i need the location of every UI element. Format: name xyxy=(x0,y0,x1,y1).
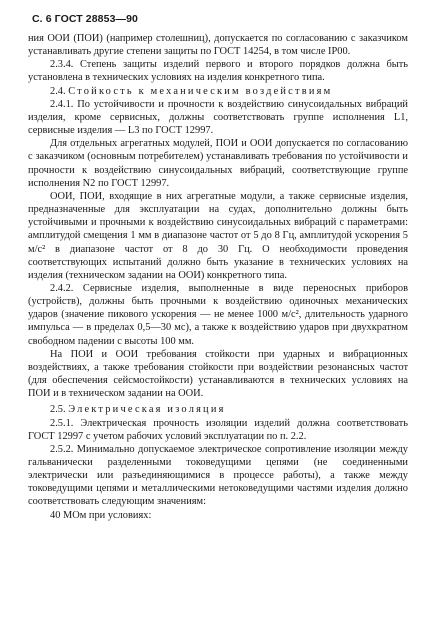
paragraph-continuation: ния ООИ (ПОИ) (например столешниц), допускается по согласованию с заказчиком устанавливать другие степени защиты по ГОСТ 14254, в том числе IP00. xyxy=(28,33,408,58)
document-page xyxy=(28,13,408,522)
section-title-text: Стойкость к механическим воздействиям xyxy=(68,85,333,97)
paragraph-2-4-2: 2.4.2. Сервисные изделия, выполненные в виде переносных приборов (устройств), должны быть прочными к воздействию одиночных механических ударов (значение пикового ускорения — не менее 1000 м/с², длительность ударного импульса — в пределах 0,5—30 мс), а также к воздействию ударов при двухкратном свободном падении с высоты 100 мм. xyxy=(28,282,408,347)
section-number: 2.5. xyxy=(50,404,69,416)
paragraph-40mohm: 40 МОм при условиях: xyxy=(50,509,152,521)
paragraph-modules: Для отдельных агрегатных модулей, ПОИ и ООИ допускается по согласованию с заказчиком (основным потребителем) устанавливать требования по устойчивости и прочности к воздействию синусоидальных вибраций, соответствующие группе исполнения N2 по ГОСТ 12997. xyxy=(28,138,408,189)
section-number: 2.4. xyxy=(50,85,69,97)
paragraph-poi-ooi: На ПОИ и ООИ требования стойкости при ударных и вибрационных воздействиях, а также требования стойкости при воздействии резонансных частот (для обеспечения сейсмостойкости) устанавливаются в технических условиях на ПОИ и в техническом задании на ООИ. xyxy=(28,348,408,400)
paragraph-2-3-4: 2.3.4. Степень защиты изделий первого и второго порядков должна быть установлена в технических условиях на изделия конкретного типа. xyxy=(28,59,408,84)
paragraph-2-4-1: 2.4.1. По устойчивости и прочности к воздействию синусоидальных вибраций изделия, кроме сервисных, должны соответствовать группе исполнения L1, сервисные изделия — L3 по ГОСТ 12997. xyxy=(28,98,408,137)
section-title-text: Электрическая изоляция xyxy=(68,404,226,416)
section-title-2-4 xyxy=(28,85,408,98)
paragraph-ships: ООИ, ПОИ, входящие в них агрегатные модули, а также сервисные изделия, предназначенные для эксплуатации на судах, дополнительно должны быть устойчивыми и прочными к воздействию синусоидальных вибраций с параметрами: амплитудой смещения 1 мм в диапазоне частот от 5 до 8 Гц, амплитудой ускорения 5 м/с² в диапазоне частот от 8 до 30 Гц. О необходимости проведения соответствующих испытаний должно быть указание в технических условиях на изделия (техническом задании на ООИ) конкретного типа. xyxy=(28,190,408,281)
paragraph-2-5-2: 2.5.2. Минимально допускаемое электрическое сопротивление изоляции между гальванически разделенными токоведущими цепями (не соединенными электрически или разъединяющимися в процессе работы), а также между токоведущими цепями и металлическими нетоковедущими частями изделия должно соответствовать следующим значениям: xyxy=(28,443,408,508)
section-title-2-5 xyxy=(28,403,408,416)
paragraph-2-5-1: 2.5.1. Электрическая прочность изоляции изделий должна соответствовать ГОСТ 12997 с учетом рабочих условий эксплуатации по п. 2.2. xyxy=(28,417,408,442)
page-header: С. 6 ГОСТ 28853—90 xyxy=(32,13,138,25)
